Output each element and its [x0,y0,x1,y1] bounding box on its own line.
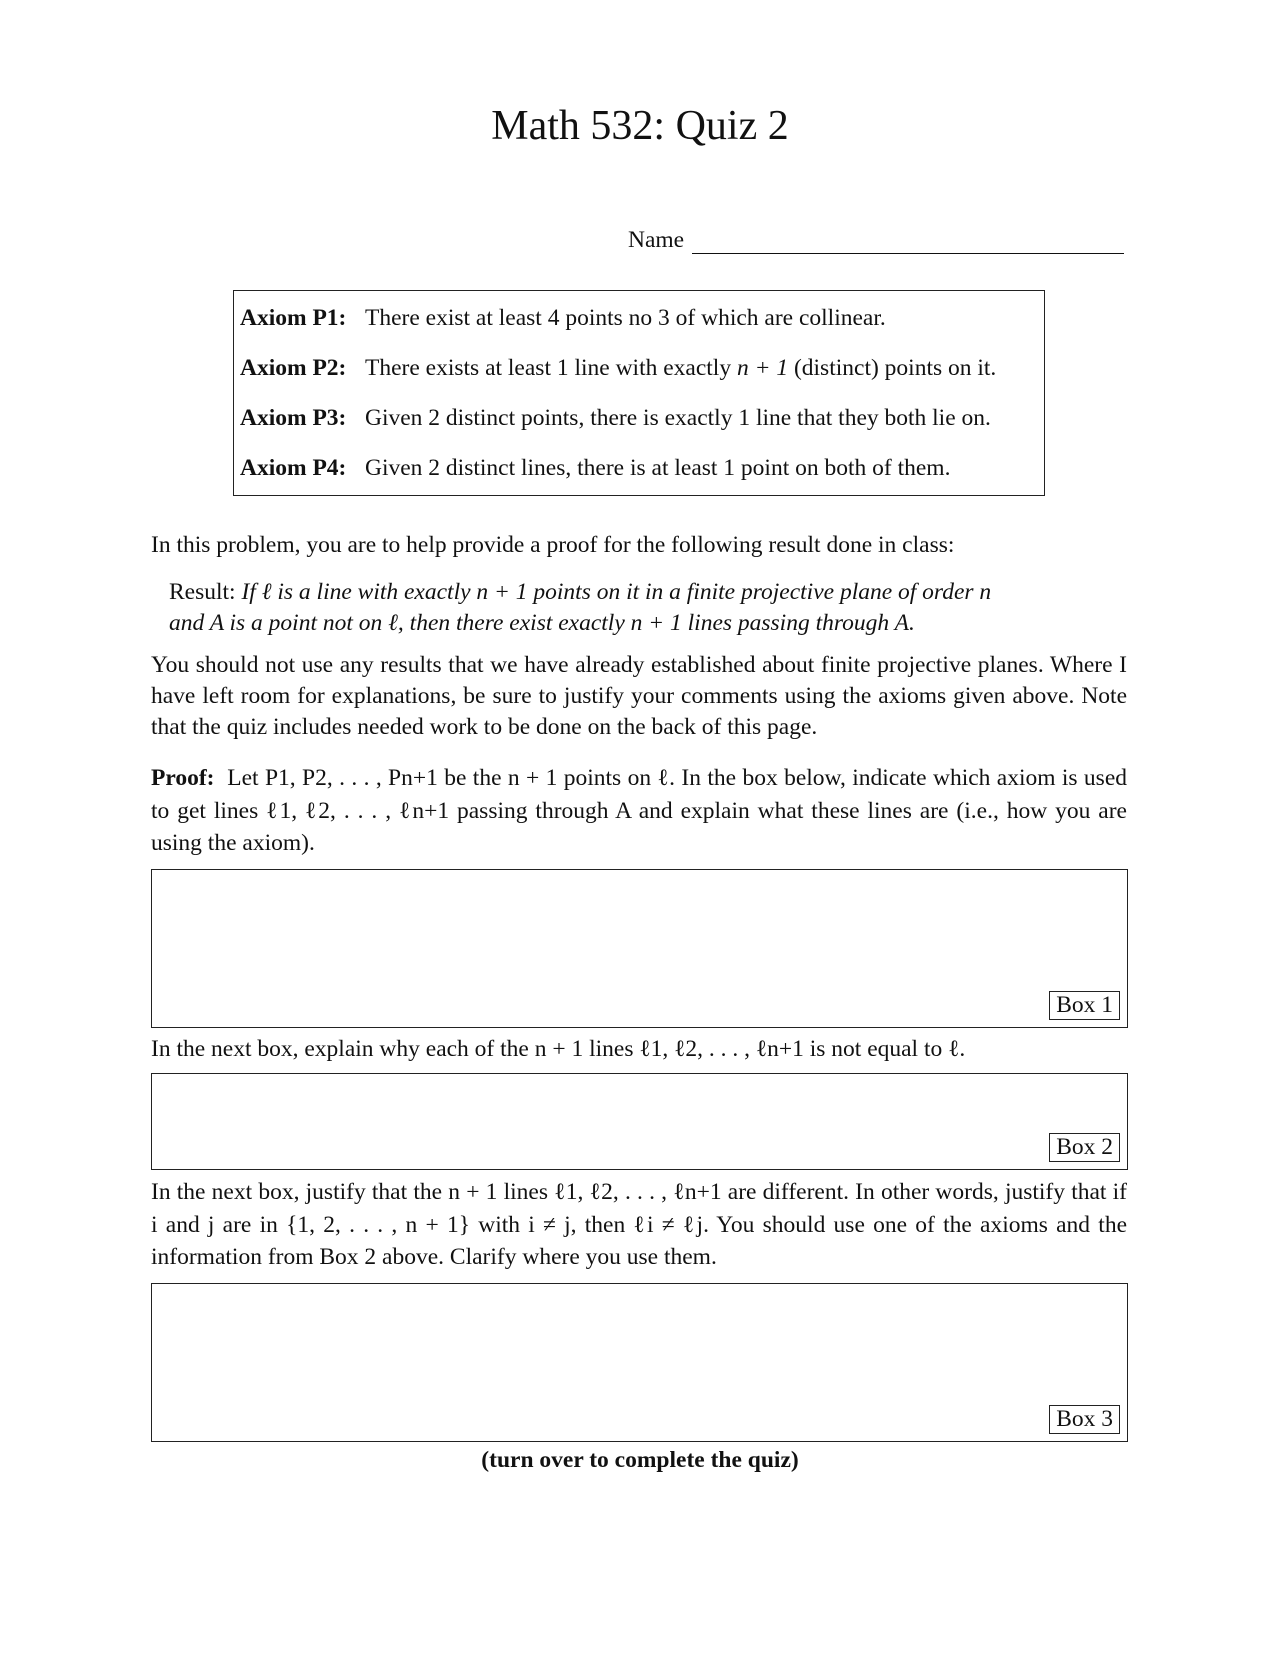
axiom-math: n + 1 [736,355,789,381]
axiom-label: Axiom P4: [240,455,347,481]
axiom-text: (distinct) points on it. [788,355,997,381]
axiom-box [233,290,1045,496]
result-line-2 [169,608,1069,639]
axiom-p3 [240,403,991,434]
page-title: Math 532: Quiz 2 [491,103,789,149]
turn-over-note: (turn over to complete the quiz) [481,1447,799,1473]
axiom-text: Given 2 distinct points, there is exactly 1 line that they both lie on. [365,405,991,431]
result-statement [169,577,1069,639]
axiom-label: Axiom P2: [240,355,347,381]
axiom-text: There exist at least 4 points no 3 of which are collinear. [365,305,886,331]
box2-prompt: In the next box, explain why each of the n + 1 lines ℓ1, ℓ2, . . . , ℓn+1 is not equal to ℓ. [151,1036,966,1062]
box-label: Box 2 [1049,1133,1120,1162]
name-field [628,222,1124,256]
axiom-text: Given 2 distinct lines, there is at least 1 point on both of them. [365,455,951,481]
result-text: If ℓ is a line with exactly n + 1 points on it in a finite projective plane of order n [241,579,992,605]
proof-label: Proof: [151,765,215,791]
result-text: and A is a point not on ℓ, then there exist exactly n + 1 lines passing through A. [169,610,915,636]
box3-prompt: In the next box, justify that the n + 1 lines ℓ1, ℓ2, . . . , ℓn+1 are different. In other words, justify that if i and j are in {1, 2, . . . , n + 1} with i ≠ j, then ℓi ≠ ℓj. You should use one of the axioms and the information from Box 2 above. Clarify where you use them. [151,1179,1127,1270]
answer-box-1[interactable] [151,869,1128,1028]
box-label: Box 1 [1049,991,1120,1020]
name-label: Name [628,227,685,253]
axiom-text: There exists at least 1 line with exactly [365,355,737,381]
axiom-p2 [240,353,996,384]
proof-text: Let P1, P2, . . . , Pn+1 be the n + 1 points on ℓ. In the box below, indicate which axiom is used to get lines ℓ1, ℓ2, . . . , ℓn+1 passing through A and explain what these lines are (i.e., how you are using the axiom). [151,765,1128,856]
answer-box-2[interactable] [151,1073,1128,1170]
intro-text: In this problem, you are to help provide a proof for the following result done in class: [151,532,955,558]
proof-paragraph [151,762,1127,860]
answer-box-3[interactable] [151,1283,1128,1442]
axiom-label: Axiom P1: [240,305,347,331]
axiom-label: Axiom P3: [240,405,347,431]
instructions: You should not use any results that we have already established about finite projective planes. Where I have left room for explanations, be sure to justify your comments using the axioms given above. Note that the quiz includes needed work to be done on the back of this page. [151,652,1127,740]
result-label: Result: [169,579,236,605]
axiom-p1 [240,303,886,334]
name-line[interactable] [692,253,1124,254]
box-label: Box 3 [1049,1405,1120,1434]
axiom-p4 [240,453,950,484]
result-line-1 [169,577,1069,608]
